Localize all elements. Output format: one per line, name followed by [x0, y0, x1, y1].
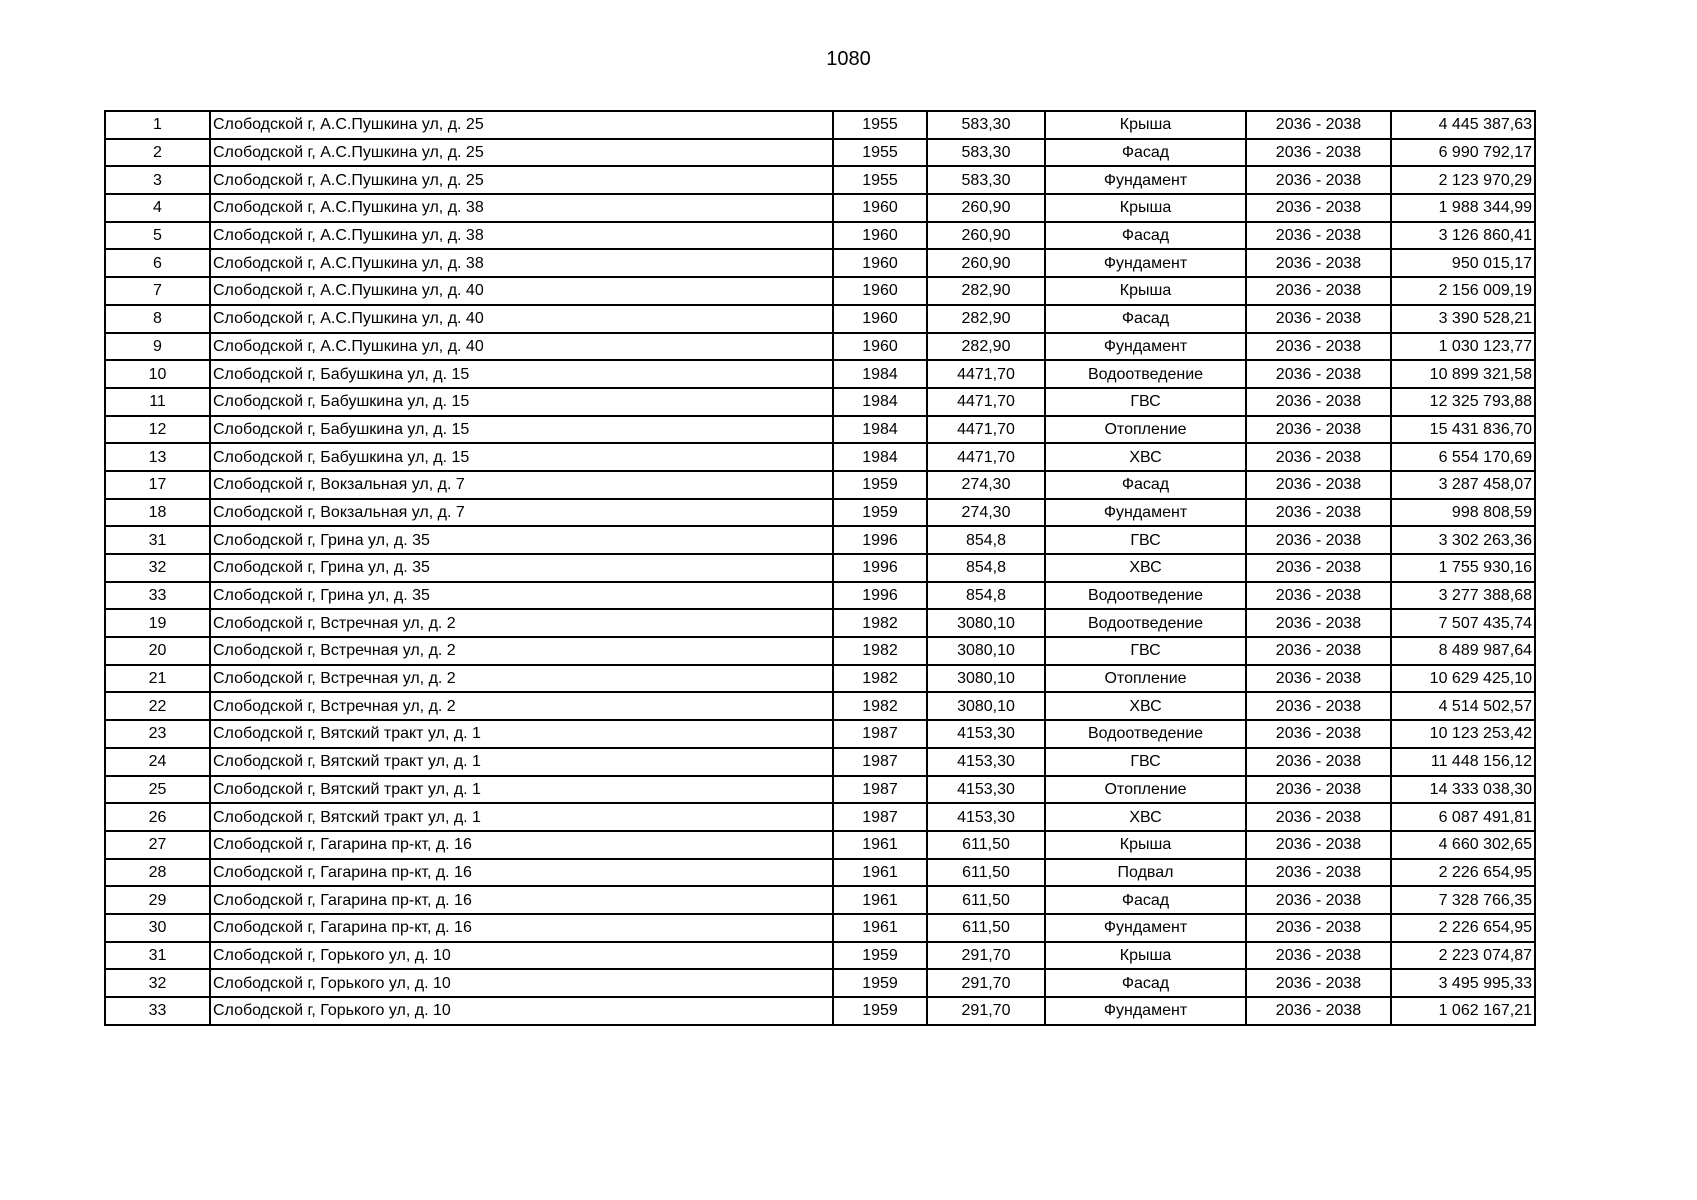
area-cell: 583,30 — [927, 139, 1045, 167]
period-cell: 2036 - 2038 — [1246, 166, 1391, 194]
cost-cell: 2 226 654,95 — [1391, 914, 1535, 942]
area-cell: 3080,10 — [927, 609, 1045, 637]
period-cell: 2036 - 2038 — [1246, 222, 1391, 250]
year-built-cell: 1960 — [833, 305, 927, 333]
year-built-cell: 1959 — [833, 969, 927, 997]
year-built-cell: 1959 — [833, 997, 927, 1025]
row-number-cell: 30 — [105, 914, 210, 942]
row-number-cell: 25 — [105, 776, 210, 804]
address-cell: Слободской г, Грина ул, д. 35 — [210, 582, 833, 610]
year-built-cell: 1996 — [833, 582, 927, 610]
row-number-cell: 33 — [105, 997, 210, 1025]
table-row — [105, 997, 1535, 1025]
work-type-cell: Отопление — [1045, 416, 1246, 444]
area-cell: 611,50 — [927, 914, 1045, 942]
work-type-cell: Фундамент — [1045, 997, 1246, 1025]
cost-cell: 3 302 263,36 — [1391, 526, 1535, 554]
row-number-cell: 1 — [105, 111, 210, 139]
work-type-cell: Фасад — [1045, 222, 1246, 250]
period-cell: 2036 - 2038 — [1246, 471, 1391, 499]
table-row — [105, 803, 1535, 831]
area-cell: 4153,30 — [927, 776, 1045, 804]
cost-cell: 2 226 654,95 — [1391, 859, 1535, 887]
address-cell: Слободской г, А.С.Пушкина ул, д. 38 — [210, 194, 833, 222]
year-built-cell: 1996 — [833, 526, 927, 554]
address-cell: Слободской г, Бабушкина ул, д. 15 — [210, 443, 833, 471]
period-cell: 2036 - 2038 — [1246, 499, 1391, 527]
period-cell: 2036 - 2038 — [1246, 333, 1391, 361]
row-number-cell: 22 — [105, 692, 210, 720]
period-cell: 2036 - 2038 — [1246, 914, 1391, 942]
year-built-cell: 1961 — [833, 886, 927, 914]
year-built-cell: 1984 — [833, 360, 927, 388]
address-cell: Слободской г, Гагарина пр-кт, д. 16 — [210, 859, 833, 887]
period-cell: 2036 - 2038 — [1246, 277, 1391, 305]
cost-cell: 3 287 458,07 — [1391, 471, 1535, 499]
address-cell: Слободской г, Встречная ул, д. 2 — [210, 692, 833, 720]
period-cell: 2036 - 2038 — [1246, 997, 1391, 1025]
cost-cell: 6 087 491,81 — [1391, 803, 1535, 831]
table-row — [105, 831, 1535, 859]
period-cell: 2036 - 2038 — [1246, 388, 1391, 416]
area-cell: 3080,10 — [927, 692, 1045, 720]
period-cell: 2036 - 2038 — [1246, 692, 1391, 720]
cost-cell: 3 495 995,33 — [1391, 969, 1535, 997]
work-type-cell: Фундамент — [1045, 166, 1246, 194]
cost-cell: 4 514 502,57 — [1391, 692, 1535, 720]
page-number: 1080 — [826, 48, 871, 70]
row-number-cell: 28 — [105, 859, 210, 887]
period-cell: 2036 - 2038 — [1246, 720, 1391, 748]
year-built-cell: 1984 — [833, 416, 927, 444]
cost-cell: 2 156 009,19 — [1391, 277, 1535, 305]
cost-cell: 2 123 970,29 — [1391, 166, 1535, 194]
year-built-cell: 1959 — [833, 942, 927, 970]
row-number-cell: 3 — [105, 166, 210, 194]
address-cell: Слободской г, А.С.Пушкина ул, д. 38 — [210, 249, 833, 277]
row-number-cell: 21 — [105, 665, 210, 693]
cost-cell: 4 445 387,63 — [1391, 111, 1535, 139]
table-row — [105, 886, 1535, 914]
work-type-cell: Фундамент — [1045, 333, 1246, 361]
year-built-cell: 1959 — [833, 471, 927, 499]
cost-cell: 7 507 435,74 — [1391, 609, 1535, 637]
registry-table — [104, 110, 1536, 1026]
year-built-cell: 1996 — [833, 554, 927, 582]
row-number-cell: 31 — [105, 526, 210, 554]
area-cell: 583,30 — [927, 111, 1045, 139]
year-built-cell: 1955 — [833, 139, 927, 167]
area-cell: 4471,70 — [927, 416, 1045, 444]
period-cell: 2036 - 2038 — [1246, 582, 1391, 610]
work-type-cell: Водоотведение — [1045, 360, 1246, 388]
work-type-cell: Крыша — [1045, 194, 1246, 222]
address-cell: Слободской г, Бабушкина ул, д. 15 — [210, 416, 833, 444]
year-built-cell: 1987 — [833, 720, 927, 748]
year-built-cell: 1982 — [833, 637, 927, 665]
table-body — [105, 111, 1535, 1025]
work-type-cell: Фундамент — [1045, 914, 1246, 942]
work-type-cell: Фасад — [1045, 969, 1246, 997]
table-row — [105, 194, 1535, 222]
period-cell: 2036 - 2038 — [1246, 886, 1391, 914]
cost-cell: 8 489 987,64 — [1391, 637, 1535, 665]
area-cell: 274,30 — [927, 471, 1045, 499]
row-number-cell: 18 — [105, 499, 210, 527]
cost-cell: 14 333 038,30 — [1391, 776, 1535, 804]
cost-cell: 2 223 074,87 — [1391, 942, 1535, 970]
area-cell: 282,90 — [927, 305, 1045, 333]
address-cell: Слободской г, Бабушкина ул, д. 15 — [210, 388, 833, 416]
row-number-cell: 32 — [105, 554, 210, 582]
row-number-cell: 17 — [105, 471, 210, 499]
address-cell: Слободской г, Горького ул, д. 10 — [210, 997, 833, 1025]
year-built-cell: 1984 — [833, 388, 927, 416]
year-built-cell: 1982 — [833, 665, 927, 693]
table-row — [105, 388, 1535, 416]
work-type-cell: ХВС — [1045, 803, 1246, 831]
row-number-cell: 27 — [105, 831, 210, 859]
cost-cell: 6 554 170,69 — [1391, 443, 1535, 471]
period-cell: 2036 - 2038 — [1246, 443, 1391, 471]
period-cell: 2036 - 2038 — [1246, 360, 1391, 388]
cost-cell: 1 988 344,99 — [1391, 194, 1535, 222]
table-row — [105, 914, 1535, 942]
cost-cell: 950 015,17 — [1391, 249, 1535, 277]
area-cell: 611,50 — [927, 859, 1045, 887]
period-cell: 2036 - 2038 — [1246, 194, 1391, 222]
work-type-cell: Фасад — [1045, 886, 1246, 914]
table-row — [105, 942, 1535, 970]
address-cell: Слободской г, А.С.Пушкина ул, д. 25 — [210, 166, 833, 194]
table-row — [105, 720, 1535, 748]
table-row — [105, 609, 1535, 637]
work-type-cell: Фасад — [1045, 471, 1246, 499]
year-built-cell: 1960 — [833, 333, 927, 361]
period-cell: 2036 - 2038 — [1246, 665, 1391, 693]
address-cell: Слободской г, Вятский тракт ул, д. 1 — [210, 748, 833, 776]
work-type-cell: Отопление — [1045, 776, 1246, 804]
address-cell: Слободской г, Гагарина пр-кт, д. 16 — [210, 914, 833, 942]
table-row — [105, 692, 1535, 720]
address-cell: Слободской г, А.С.Пушкина ул, д. 40 — [210, 333, 833, 361]
work-type-cell: ХВС — [1045, 554, 1246, 582]
work-type-cell: Отопление — [1045, 665, 1246, 693]
table-row — [105, 222, 1535, 250]
cost-cell: 7 328 766,35 — [1391, 886, 1535, 914]
row-number-cell: 9 — [105, 333, 210, 361]
year-built-cell: 1982 — [833, 609, 927, 637]
area-cell: 291,70 — [927, 942, 1045, 970]
row-number-cell: 10 — [105, 360, 210, 388]
work-type-cell: ГВС — [1045, 748, 1246, 776]
year-built-cell: 1959 — [833, 499, 927, 527]
work-type-cell: ГВС — [1045, 526, 1246, 554]
area-cell: 282,90 — [927, 277, 1045, 305]
cost-cell: 11 448 156,12 — [1391, 748, 1535, 776]
cost-cell: 6 990 792,17 — [1391, 139, 1535, 167]
table-row — [105, 748, 1535, 776]
area-cell: 4153,30 — [927, 748, 1045, 776]
cost-cell: 998 808,59 — [1391, 499, 1535, 527]
area-cell: 3080,10 — [927, 637, 1045, 665]
table-row — [105, 111, 1535, 139]
address-cell: Слободской г, Встречная ул, д. 2 — [210, 665, 833, 693]
period-cell: 2036 - 2038 — [1246, 526, 1391, 554]
row-number-cell: 19 — [105, 609, 210, 637]
area-cell: 4471,70 — [927, 388, 1045, 416]
work-type-cell: Крыша — [1045, 831, 1246, 859]
area-cell: 291,70 — [927, 997, 1045, 1025]
address-cell: Слободской г, Бабушкина ул, д. 15 — [210, 360, 833, 388]
address-cell: Слободской г, Вокзальная ул, д. 7 — [210, 499, 833, 527]
row-number-cell: 11 — [105, 388, 210, 416]
year-built-cell: 1955 — [833, 166, 927, 194]
row-number-cell: 31 — [105, 942, 210, 970]
area-cell: 291,70 — [927, 969, 1045, 997]
work-type-cell: Фундамент — [1045, 249, 1246, 277]
area-cell: 4471,70 — [927, 443, 1045, 471]
period-cell: 2036 - 2038 — [1246, 609, 1391, 637]
period-cell: 2036 - 2038 — [1246, 803, 1391, 831]
row-number-cell: 5 — [105, 222, 210, 250]
row-number-cell: 6 — [105, 249, 210, 277]
year-built-cell: 1982 — [833, 692, 927, 720]
cost-cell: 10 123 253,42 — [1391, 720, 1535, 748]
work-type-cell: ГВС — [1045, 388, 1246, 416]
period-cell: 2036 - 2038 — [1246, 416, 1391, 444]
row-number-cell: 20 — [105, 637, 210, 665]
period-cell: 2036 - 2038 — [1246, 859, 1391, 887]
table-row — [105, 249, 1535, 277]
work-type-cell: Водоотведение — [1045, 609, 1246, 637]
area-cell: 282,90 — [927, 333, 1045, 361]
table-row — [105, 554, 1535, 582]
row-number-cell: 23 — [105, 720, 210, 748]
area-cell: 3080,10 — [927, 665, 1045, 693]
table-row — [105, 305, 1535, 333]
work-type-cell: Водоотведение — [1045, 720, 1246, 748]
table-row — [105, 333, 1535, 361]
year-built-cell: 1960 — [833, 194, 927, 222]
row-number-cell: 2 — [105, 139, 210, 167]
address-cell: Слободской г, Вятский тракт ул, д. 1 — [210, 720, 833, 748]
area-cell: 583,30 — [927, 166, 1045, 194]
table-row — [105, 499, 1535, 527]
row-number-cell: 13 — [105, 443, 210, 471]
table-row — [105, 471, 1535, 499]
address-cell: Слободской г, А.С.Пушкина ул, д. 40 — [210, 277, 833, 305]
table-row — [105, 969, 1535, 997]
table-row — [105, 443, 1535, 471]
cost-cell: 1 062 167,21 — [1391, 997, 1535, 1025]
year-built-cell: 1960 — [833, 249, 927, 277]
year-built-cell: 1961 — [833, 914, 927, 942]
period-cell: 2036 - 2038 — [1246, 969, 1391, 997]
work-type-cell: Крыша — [1045, 942, 1246, 970]
address-cell: Слободской г, Вокзальная ул, д. 7 — [210, 471, 833, 499]
cost-cell: 1 755 930,16 — [1391, 554, 1535, 582]
table-row — [105, 665, 1535, 693]
address-cell: Слободской г, Грина ул, д. 35 — [210, 526, 833, 554]
address-cell: Слободской г, А.С.Пушкина ул, д. 25 — [210, 139, 833, 167]
row-number-cell: 24 — [105, 748, 210, 776]
period-cell: 2036 - 2038 — [1246, 637, 1391, 665]
table-row — [105, 139, 1535, 167]
work-type-cell: Крыша — [1045, 277, 1246, 305]
cost-cell: 1 030 123,77 — [1391, 333, 1535, 361]
period-cell: 2036 - 2038 — [1246, 305, 1391, 333]
period-cell: 2036 - 2038 — [1246, 776, 1391, 804]
address-cell: Слободской г, Гагарина пр-кт, д. 16 — [210, 831, 833, 859]
area-cell: 611,50 — [927, 886, 1045, 914]
area-cell: 274,30 — [927, 499, 1045, 527]
work-type-cell: Крыша — [1045, 111, 1246, 139]
address-cell: Слободской г, А.С.Пушкина ул, д. 25 — [210, 111, 833, 139]
address-cell: Слободской г, А.С.Пушкина ул, д. 40 — [210, 305, 833, 333]
address-cell: Слободской г, Гагарина пр-кт, д. 16 — [210, 886, 833, 914]
period-cell: 2036 - 2038 — [1246, 554, 1391, 582]
address-cell: Слободской г, Вятский тракт ул, д. 1 — [210, 803, 833, 831]
year-built-cell: 1984 — [833, 443, 927, 471]
work-type-cell: Водоотведение — [1045, 582, 1246, 610]
row-number-cell: 7 — [105, 277, 210, 305]
year-built-cell: 1960 — [833, 277, 927, 305]
cost-cell: 15 431 836,70 — [1391, 416, 1535, 444]
area-cell: 4153,30 — [927, 720, 1045, 748]
area-cell: 4471,70 — [927, 360, 1045, 388]
address-cell: Слободской г, Горького ул, д. 10 — [210, 942, 833, 970]
period-cell: 2036 - 2038 — [1246, 748, 1391, 776]
address-cell: Слободской г, А.С.Пушкина ул, д. 38 — [210, 222, 833, 250]
table-row — [105, 277, 1535, 305]
table-row — [105, 416, 1535, 444]
row-number-cell: 12 — [105, 416, 210, 444]
table-row — [105, 360, 1535, 388]
row-number-cell: 32 — [105, 969, 210, 997]
area-cell: 260,90 — [927, 249, 1045, 277]
work-type-cell: Фасад — [1045, 139, 1246, 167]
work-type-cell: ГВС — [1045, 637, 1246, 665]
cost-cell: 4 660 302,65 — [1391, 831, 1535, 859]
address-cell: Слободской г, Вятский тракт ул, д. 1 — [210, 776, 833, 804]
address-cell: Слободской г, Грина ул, д. 35 — [210, 554, 833, 582]
row-number-cell: 26 — [105, 803, 210, 831]
period-cell: 2036 - 2038 — [1246, 139, 1391, 167]
area-cell: 260,90 — [927, 194, 1045, 222]
area-cell: 854,8 — [927, 554, 1045, 582]
period-cell: 2036 - 2038 — [1246, 831, 1391, 859]
table-row — [105, 166, 1535, 194]
year-built-cell: 1961 — [833, 831, 927, 859]
table-row — [105, 637, 1535, 665]
area-cell: 854,8 — [927, 582, 1045, 610]
cost-cell: 10 899 321,58 — [1391, 360, 1535, 388]
year-built-cell: 1987 — [833, 776, 927, 804]
table-row — [105, 526, 1535, 554]
period-cell: 2036 - 2038 — [1246, 942, 1391, 970]
year-built-cell: 1987 — [833, 748, 927, 776]
cost-cell: 3 126 860,41 — [1391, 222, 1535, 250]
area-cell: 4153,30 — [927, 803, 1045, 831]
row-number-cell: 8 — [105, 305, 210, 333]
table-row — [105, 859, 1535, 887]
cost-cell: 3 277 388,68 — [1391, 582, 1535, 610]
year-built-cell: 1987 — [833, 803, 927, 831]
table-row — [105, 582, 1535, 610]
cost-cell: 3 390 528,21 — [1391, 305, 1535, 333]
row-number-cell: 4 — [105, 194, 210, 222]
work-type-cell: Фундамент — [1045, 499, 1246, 527]
work-type-cell: ХВС — [1045, 692, 1246, 720]
address-cell: Слободской г, Горького ул, д. 10 — [210, 969, 833, 997]
table-row — [105, 776, 1535, 804]
year-built-cell: 1955 — [833, 111, 927, 139]
area-cell: 854,8 — [927, 526, 1045, 554]
area-cell: 260,90 — [927, 222, 1045, 250]
work-type-cell: Подвал — [1045, 859, 1246, 887]
area-cell: 611,50 — [927, 831, 1045, 859]
period-cell: 2036 - 2038 — [1246, 249, 1391, 277]
work-type-cell: Фасад — [1045, 305, 1246, 333]
work-type-cell: ХВС — [1045, 443, 1246, 471]
cost-cell: 10 629 425,10 — [1391, 665, 1535, 693]
period-cell: 2036 - 2038 — [1246, 111, 1391, 139]
row-number-cell: 29 — [105, 886, 210, 914]
year-built-cell: 1960 — [833, 222, 927, 250]
cost-cell: 12 325 793,88 — [1391, 388, 1535, 416]
row-number-cell: 33 — [105, 582, 210, 610]
address-cell: Слободской г, Встречная ул, д. 2 — [210, 609, 833, 637]
year-built-cell: 1961 — [833, 859, 927, 887]
address-cell: Слободской г, Встречная ул, д. 2 — [210, 637, 833, 665]
